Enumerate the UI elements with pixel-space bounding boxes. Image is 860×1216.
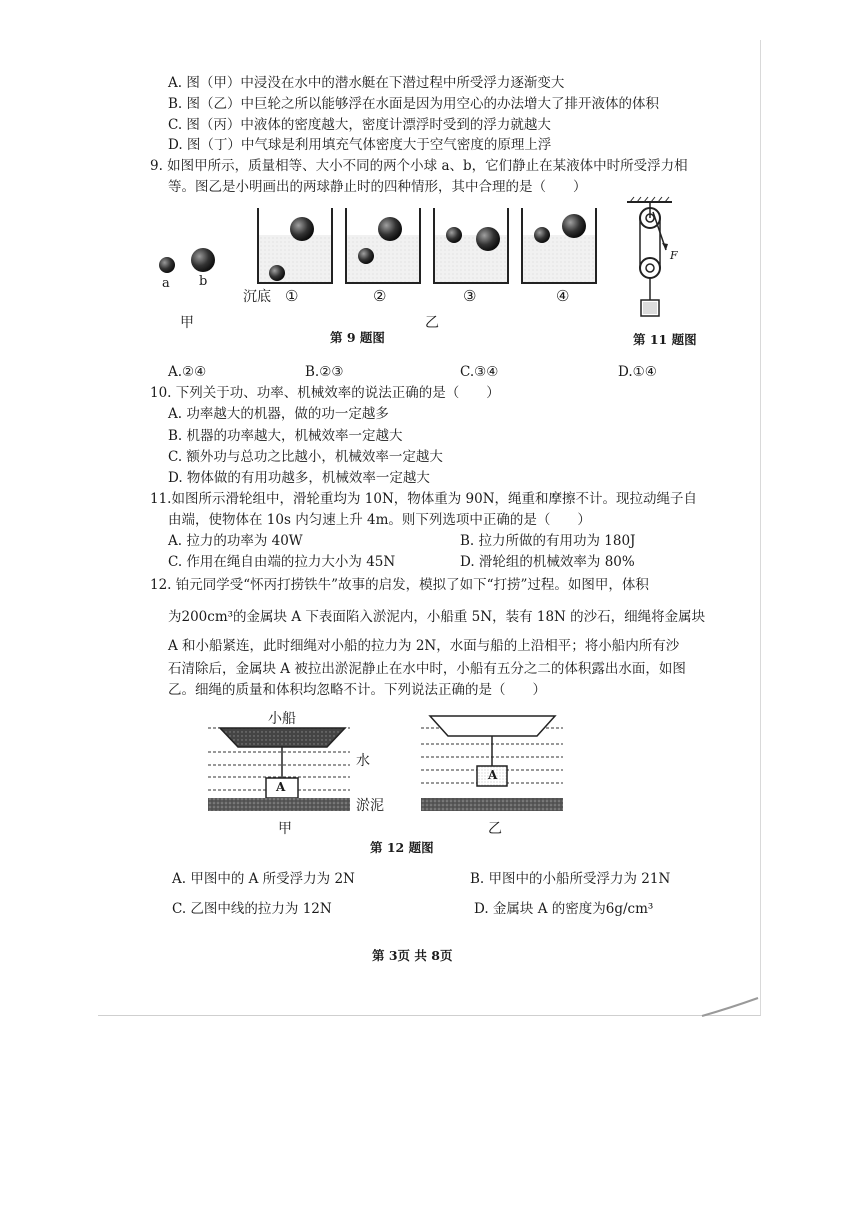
q12-option-c: C. 乙图中线的拉力为 12N — [172, 901, 332, 917]
beaker-label-3: ③ — [463, 287, 477, 305]
q9-stem-line1: 9. 如图甲所示，质量相等、大小不同的两个小球 a、b，它们静止在某液体中时所受浮力相 — [150, 158, 688, 174]
ball-a-label: a — [162, 276, 170, 291]
q12-water-label: 水 — [356, 753, 370, 769]
q12-fig-jia-label: 甲 — [278, 821, 292, 837]
q9-fig-yi-label: 乙 — [425, 315, 439, 331]
q9-option-b: B.②③ — [305, 364, 344, 380]
q10-stem: 10. 下列关于功、功率、机械效率的说法正确的是（ ） — [150, 385, 500, 401]
q10-option-a: A. 功率越大的机器，做的功一定越多 — [168, 406, 389, 422]
ball-b-icon — [191, 248, 215, 272]
q12-boat-label: 小船 — [268, 711, 296, 727]
q12-block-label-jia: A — [276, 780, 286, 794]
q8-option-d: D. 图（丁）中气球是利用填充气体密度大于空气密度的原理上浮 — [168, 137, 552, 153]
q11-figure-caption: 第 11 题图 — [633, 332, 697, 347]
beaker-3 — [434, 208, 508, 283]
q11-stem-line2: 由端，使物体在 10s 内匀速上升 4m。则下列选项中正确的是（ ） — [168, 512, 591, 528]
q11-option-b: B. 拉力所做的有用功为 180J — [460, 533, 636, 549]
q12-option-d: D. 金属块 A 的密度为6g/cm³ — [474, 901, 654, 917]
q9-fig-jia-label: 甲 — [180, 315, 194, 331]
page-number: 第 3页 共 8页 — [372, 948, 453, 963]
q12-figure-yi — [418, 712, 568, 817]
q12-option-b: B. 甲图中的小船所受浮力为 21N — [470, 871, 671, 887]
q12-stem-line3: A 和小船紧连，此时细绳对小船的拉力为 2N，水面与船的上沿相平；将小船内所有沙 — [168, 638, 680, 654]
q11-option-c: C. 作用在绳自由端的拉力大小为 45N — [168, 554, 396, 570]
q9-option-a: A.②④ — [168, 364, 207, 380]
beaker-4 — [522, 208, 596, 283]
beaker-2 — [346, 208, 420, 283]
q10-option-d: D. 物体做的有用功越多，机械效率一定越大 — [168, 470, 430, 486]
q9-option-c: C.③④ — [460, 364, 499, 380]
q12-block-label-yi: A — [488, 768, 498, 782]
sink-label: 沉底 — [243, 289, 271, 305]
q9-figure-yi-beakers — [248, 205, 608, 290]
q11-stem-line1: 11.如图所示滑轮组中，滑轮重均为 10N，物体重为 90N，绳重和摩擦不计。现拉动绳子自 — [150, 491, 698, 507]
q12-figure-caption: 第 12 题图 — [370, 840, 434, 855]
beaker-label-1: ① — [285, 287, 299, 305]
beaker-1 — [258, 208, 332, 283]
ball-a-icon — [159, 257, 175, 273]
q12-stem-line1: 12. 铂元同学受“怀丙打捞铁牛”故事的启发，模拟了如下“打捞”过程。如图甲，体积 — [150, 577, 649, 593]
q10-option-b: B. 机器的功率越大，机械效率一定越大 — [168, 428, 403, 444]
q9-stem-line2: 等。图乙是小明画出的两球静止时的四种情形，其中合理的是（ ） — [168, 179, 587, 195]
q11-option-d: D. 滑轮组的机械效率为 80% — [460, 554, 635, 570]
q12-fig-yi-label: 乙 — [488, 821, 502, 837]
q12-stem-line5: 乙。细绳的质量和体积均忽略不计。下列说法正确的是（ ） — [168, 682, 546, 698]
ball-b-label: b — [199, 274, 208, 289]
beaker-label-4: ④ — [556, 287, 570, 305]
q11-option-a: A. 拉力的功率为 40W — [168, 533, 303, 549]
q12-figure-jia — [205, 722, 355, 817]
q11-force-label: F — [670, 249, 678, 262]
q12-mud-label: 淤泥 — [356, 798, 384, 814]
q12-stem-line2: 为200cm³的金属块 A 下表面陷入淤泥内，小船重 5N，装有 18N 的沙石，细绳将金属块 — [168, 609, 706, 625]
q12-stem-line4: 石清除后，金属块 A 被拉出淤泥静止在水中时，小船有五分之二的体积露出水面，如图 — [168, 661, 686, 677]
q8-option-b: B. 图（乙）中巨轮之所以能够浮在水面是因为用空心的办法增大了排开液体的体积 — [168, 96, 660, 112]
beaker-label-2: ② — [373, 287, 387, 305]
q12-option-a: A. 甲图中的 A 所受浮力为 2N — [172, 871, 355, 887]
q8-option-c: C. 图（丙）中液体的密度越大，密度计漂浮时受到的浮力就越大 — [168, 117, 551, 133]
q9-figure-caption: 第 9 题图 — [330, 330, 385, 345]
q10-option-c: C. 额外功与总功之比越小，机械效率一定越大 — [168, 449, 443, 465]
q9-option-d: D.①④ — [618, 364, 657, 380]
page-curl-shadow — [700, 996, 760, 1018]
q8-option-a: A. 图（甲）中浸没在水中的潜水艇在下潜过程中所受浮力逐渐变大 — [168, 75, 565, 91]
